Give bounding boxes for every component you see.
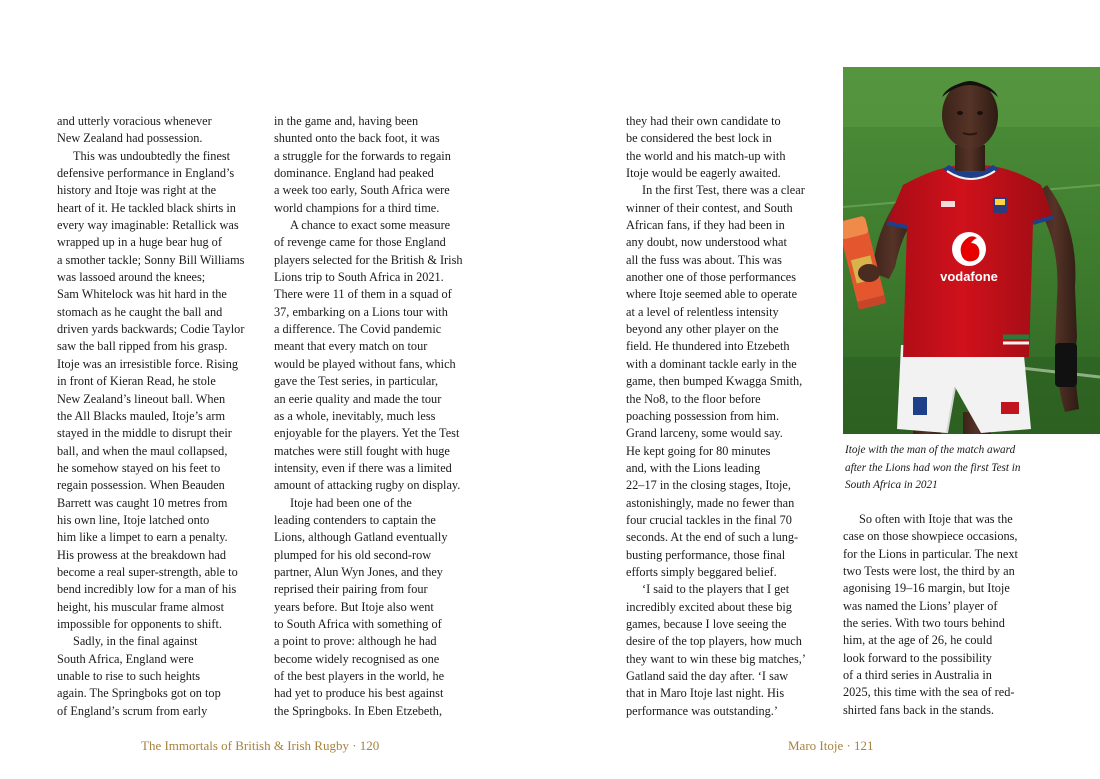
text-line: had yet to produce his best against — [274, 686, 444, 701]
text-line: In the first Test, there was a clear — [642, 183, 805, 198]
text-line: at a level of relentless intensity — [626, 304, 779, 319]
text-line: intensity, even if there was a limited — [274, 460, 452, 475]
text-line: partner, Alun Wyn Jones, and they — [274, 564, 443, 579]
text-line: enjoyable for the players. Yet the Test — [274, 426, 460, 441]
text-line: world champions for a third time. — [274, 200, 440, 215]
photo-caption — [845, 442, 1055, 495]
text-line: games, because I love seeing the — [626, 616, 787, 631]
body-text-column-3 — [626, 113, 831, 720]
text-line: stayed in the middle to disrupt their — [57, 426, 232, 441]
text-line: game, then bumped Kwagga Smith, — [626, 374, 803, 389]
text-line: would be played without fans, which — [274, 356, 456, 371]
text-line: was named the Lions’ player of — [843, 598, 998, 613]
text-line: heart of it. He tackled black shirts in — [57, 200, 236, 215]
text-line: poaching possession from him. — [626, 408, 780, 423]
caption-line: after the Lions had won the first Test in — [845, 461, 1021, 474]
text-line: dominance. England had peaked — [274, 166, 434, 181]
text-line: again. The Springboks got on top — [57, 686, 221, 701]
text-line: reprised their pairing from four — [274, 582, 428, 597]
text-line: field. He thundered into Etzebeth — [626, 339, 790, 354]
text-line: 22–17 in the closing stages, Itoje, — [626, 478, 791, 493]
text-line: him, at the age of 26, he could — [843, 633, 993, 648]
text-line: for the Lions in particular. The next — [843, 546, 1018, 561]
text-line: any doubt, now understood what — [626, 235, 787, 250]
text-line: wrapped up in a huge bear hug of — [57, 235, 222, 250]
text-line: an eerie quality and made the tour — [274, 391, 442, 406]
text-line: winner of their contest, and South — [626, 200, 793, 215]
text-line: amount of attacking rugby on display. — [274, 478, 461, 493]
text-line: that in Maro Itoje last night. His — [626, 686, 785, 701]
text-line: So often with Itoje that was the — [859, 512, 1013, 526]
text-line: gave the Test series, in particular, — [274, 374, 439, 389]
text-line: performance was outstanding.’ — [626, 703, 778, 718]
body-text-column-1 — [57, 113, 262, 720]
text-line: to South Africa with something of — [274, 616, 442, 631]
text-line: in the game and, having been — [274, 114, 419, 128]
text-line: they had their own candidate to — [626, 114, 781, 128]
text-line: of a third series in Australia in — [843, 668, 992, 683]
text-line: bend incredibly low for a man of his — [57, 582, 237, 597]
text-line: a week too early, South Africa were — [274, 183, 450, 198]
text-line: 37, embarking on a Lions tour with — [274, 304, 448, 319]
text-line: efforts simply beggared belief. — [626, 564, 777, 579]
text-line: African fans, if they had been in — [626, 218, 785, 233]
text-line: and utterly voracious whenever — [57, 114, 212, 128]
text-line: South Africa, England were — [57, 651, 194, 666]
text-line: look forward to the possibility — [843, 650, 992, 665]
text-line: Itoje had been one of the — [290, 495, 412, 510]
text-line: Itoje was an irresistible force. Rising — [57, 356, 238, 371]
text-line: where Itoje seemed able to operate — [626, 287, 798, 302]
text-line: in front of Kieran Read, he stole — [57, 374, 216, 389]
text-line: become a real super-strength, able to — [57, 564, 238, 579]
text-line: a smother tackle; Sonny Bill Williams — [57, 252, 245, 267]
text-line: leading contenders to captain the — [274, 512, 436, 527]
text-line: impossible for opponents to shift. — [57, 616, 222, 631]
text-line: case on those showpiece occasions, — [843, 529, 1018, 544]
text-line: 2025, this time with the sea of red- — [843, 685, 1015, 700]
text-line: height, his muscular frame almost — [57, 599, 224, 614]
text-line: His prowess at the breakdown had — [57, 547, 227, 562]
page-footer-left: The Immortals of British & Irish Rugby · 120 — [141, 738, 380, 753]
text-line: Barrett was caught 10 metres from — [57, 495, 228, 510]
text-line: years before. But Itoje also went — [274, 599, 434, 614]
text-line: the All Blacks mauled, Itoje’s arm — [57, 408, 226, 423]
text-line: he somehow stayed on his feet to — [57, 460, 221, 475]
text-line: A chance to exact some measure — [290, 218, 451, 233]
body-text-column-4 — [843, 511, 1048, 719]
text-line: his own line, Itoje latched onto — [57, 512, 210, 527]
text-line: they want to win these big matches,’ — [626, 651, 806, 666]
text-line: Sam Whitelock was hit hard in the — [57, 287, 227, 302]
text-line: become widely recognised as one — [274, 651, 440, 666]
text-line: of revenge came for those England — [274, 235, 446, 250]
text-line: shunted onto the back foot, it was — [274, 131, 440, 146]
text-line: was lassoed around the knees; — [57, 270, 206, 285]
text-line: incredibly excited about these big — [626, 599, 792, 614]
text-line: and, with the Lions leading — [626, 460, 761, 475]
text-line: matches were still fought with huge — [274, 443, 450, 458]
text-line: Itoje would be eagerly awaited. — [626, 166, 781, 181]
page-footer-right: Maro Itoje · 121 — [788, 738, 874, 753]
text-line: the world and his match-up with — [626, 148, 786, 163]
text-line: a point to prove: although he had — [274, 634, 437, 649]
text-line: Sadly, in the final against — [73, 634, 198, 649]
text-line: history and Itoje was right at the — [57, 183, 217, 198]
text-line: driven yards backwards; Codie Taylor — [57, 322, 245, 337]
text-line: There were 11 of them in a squad of — [274, 287, 452, 302]
text-line: four crucial tackles in the final 70 — [626, 512, 792, 527]
text-line: the No8, to the floor before — [626, 391, 761, 406]
text-line: defensive performance in England’s — [57, 166, 235, 181]
text-line: plumped for his old second-row — [274, 547, 432, 562]
text-line: desire of the top players, how much — [626, 634, 802, 649]
text-line: shirted fans back in the stands. — [843, 702, 994, 717]
text-line: a difference. The Covid pandemic — [274, 322, 442, 337]
caption-line: Itoje with the man of the match award — [845, 444, 1016, 456]
text-line: This was undoubtedly the finest — [73, 148, 231, 163]
text-line: Lions trip to South Africa in 2021. — [274, 270, 444, 285]
text-line: seconds. At the end of such a lung- — [626, 530, 799, 545]
text-line: New Zealand’s lineout ball. When — [57, 391, 226, 406]
text-line: Lions, although Gatland eventually — [274, 530, 448, 545]
text-line: He kept going for 80 minutes — [626, 443, 771, 458]
text-line: unable to rise to such heights — [57, 669, 201, 683]
text-line: of England’s scrum from early — [57, 703, 208, 718]
text-line: the series. With two tours behind — [843, 616, 1005, 631]
text-line: ball, and when the maul collapsed, — [57, 443, 228, 458]
body-text-column-2 — [274, 113, 479, 720]
text-line: beyond any other player on the — [626, 322, 779, 337]
text-line: a struggle for the forwards to regain — [274, 148, 451, 163]
text-line: as a whole, inevitably, much less — [274, 408, 436, 423]
caption-line: South Africa in 2021 — [845, 479, 938, 492]
text-line: astonishingly, made no fewer than — [626, 495, 795, 510]
text-line: all the fuss was about. This was — [626, 252, 782, 267]
text-line: of the best players in the world, he — [274, 669, 445, 683]
text-line: him like a limpet to earn a penalty. — [57, 530, 228, 545]
text-line: busting performance, those final — [626, 547, 786, 562]
text-line: stomach as he caught the ball and — [57, 304, 223, 319]
text-line: Gatland said the day after. ‘I saw — [626, 669, 789, 683]
text-line: players selected for the British & Irish — [274, 252, 463, 267]
text-line: the Springboks. In Eben Etzebeth, — [274, 703, 443, 718]
player-photo — [843, 67, 1100, 434]
text-line: New Zealand had possession. — [57, 131, 203, 146]
text-line: another one of those performances — [626, 270, 797, 285]
text-line: agonising 19–16 margin, but Itoje — [843, 581, 1010, 596]
text-line: saw the ball ripped from his grasp. — [57, 339, 228, 354]
text-line: ‘I said to the players that I get — [642, 582, 790, 597]
text-line: Grand larceny, some would say. — [626, 426, 783, 441]
text-line: be considered the best lock in — [626, 131, 772, 146]
jersey-sponsor-text: vodafone — [940, 269, 998, 284]
text-line: meant that every match on tour — [274, 339, 428, 354]
text-line: two Tests were lost, the third by an — [843, 564, 1015, 579]
text-line: with a dominant tackle early in the — [626, 356, 797, 371]
text-line: regain possession. When Beauden — [57, 478, 225, 493]
text-line: every way imaginable: Retallick was — [57, 218, 239, 233]
